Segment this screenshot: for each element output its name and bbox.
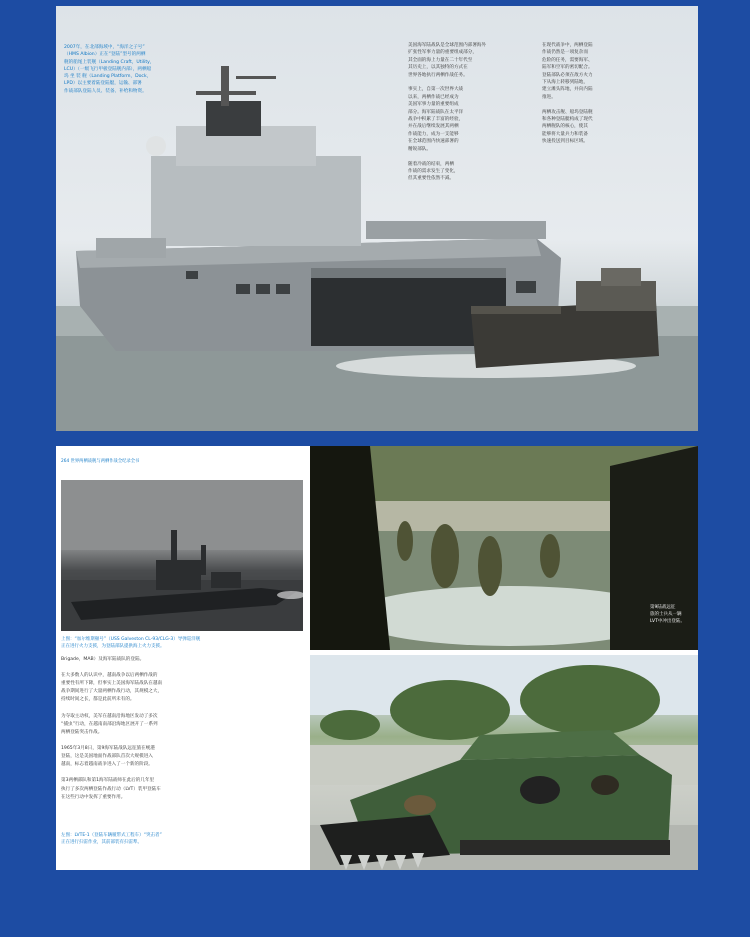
bottom-body-text: Brigade，MAB）及海军陆战队的登陆。 在大多数人的认识中，越南战争以后两栖作战的 重要性有所下降，但事实上美国海军陆战队在越南 战争期间进行了大量两栖作战行动，其规模之大， 持续时间之长，都是此前所未有的。 为夺取主动权，美军在越南沿海地区发动了多次 “捕虫”行动，在越南南部沿海地区展开了一系列 两栖登陆突击作战。 1965年3月8日，第9海军陆战队远征旅在岘港 登陆，这是美国地面作战部队首次大规模进入 越南，标志着越南战争进入了一个新的阶段。 第3两栖部队和第1海军陆战师在此后的几年里 执行了多次两栖登陆作战行动（LVT）装甲登陆车 在这些行动中发挥了重要作用。 [61, 657, 163, 800]
cruiser-photo [61, 480, 303, 631]
marines-landing-photo [310, 446, 698, 650]
cruiser-photo-caption: 上图：“加尔维斯顿号”（USS Galveston CL-93/CLG-3）导弹巡洋舰 正在进行火力支援，为登陆部队提供海上火力支援。 [61, 637, 201, 649]
bottom-page [56, 446, 698, 870]
marines-photo-label: 第9陆战远征 旅的士兵从一辆 LVT中冲出登陆。 [650, 605, 685, 624]
lvt-photo-caption: 左图：LVTE-1（登陆车辆履带式工程车）“突击者” 正在进行扫雷作业，其前部装有扫雷犁。 [61, 833, 162, 845]
top-photo-caption: 2007年，在北部海域中，“海洋之子号” （HMS Albion）正在“登陆”型号的两栖 舰的船尾上装舰（Landing Craft，Utility， LCU）（一级飞行甲板登陆舰内部），两栖船 坞 坐 装 舰（Landing Platform，Dock， LPD）以主要着陆登陆艇，运输、部署 作战部队登陆人员、装备、补给和物资。 [64, 45, 155, 94]
top-body-column-2: 在现代战争中，两栖登陆 作战仍然是一项复杂而 危险的任务，需要海军、 陆军和空军的密切配合。 登陆部队必须在敌方火力 下从海上转移到陆地， 建立滩头阵地，并向内陆 推进。 两栖攻击舰、船坞登陆舰 和各种登陆艇构成了现代 两栖舰队的核心，使其 能够将大量兵力和装备 快速投送到目标区域。 [542, 43, 593, 145]
top-body-column-1: 美国海军陆战队是全球范围内部署海外 扩张性军事力量的重要组成部分， 其全面的海上力量在二十年代至 其历史上，以其独特的方式在 世界各地执行两栖作战任务。 事实上，自第一次世界大战 以来，两栖作战已经成为 美国军事力量的重要组成 部分。海军陆战队在太平洋 战争中积累了丰富的经验， 并在战后继续发展其两栖 作战能力，成为一支能够 在全球范围内快速部署的 精锐部队。 随着冷战的结束，两栖 作战的需求发生了变化， 但其重要性依然不减。 [408, 43, 487, 182]
lvte-vehicle-photo [310, 655, 698, 870]
top-page [56, 6, 698, 431]
page-header: 264 世界两栖战舰与两栖作战全纪录全书 [61, 459, 140, 464]
